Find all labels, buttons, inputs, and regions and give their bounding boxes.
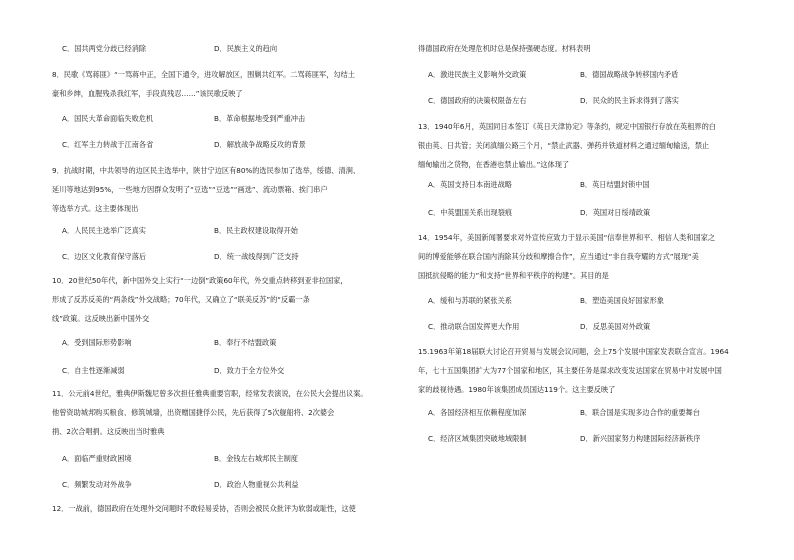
left-column (52, 0, 397, 560)
answer-option[interactable]: D．英国对日绥靖政策 (580, 208, 651, 217)
answer-option[interactable]: D．致力于全方位外交 (214, 366, 285, 375)
answer-option[interactable]: B．金钱左右城邦民主制度 (214, 454, 298, 463)
question-text-line: 形成了反苏反美的“两条线”外交战略；70年代，又确立了“联美反苏”的“反霸一条 (52, 295, 310, 304)
answer-option[interactable]: D．民族主义的趋向 (214, 44, 278, 53)
answer-option[interactable]: D．解放战争战略反攻的背景 (214, 140, 306, 149)
question-text-line: 14．1954年，美国新闻署要求对外宣传应致力于显示美国“信奉世界和平、相信人类和国家之 (418, 233, 716, 242)
question-text-line: 国抵抗侵略的能力”和支持“世界和平秩序的构建”。其目的是 (418, 271, 609, 280)
answer-option[interactable]: C．边区文化教育保守落后 (62, 252, 147, 261)
answer-option[interactable]: A．英国支持日本南进战略 (428, 180, 512, 189)
answer-option[interactable]: A．国民大革命面临失败危机 (62, 114, 154, 123)
question-text-line: 13．1940年6月，英国同日本签订《英日天津协定》等条约，规定中国银行存放在英租界的白 (418, 122, 716, 131)
answer-option[interactable]: B．革命根据地受到严重冲击 (214, 114, 306, 123)
question-text-line: 他曾资助城邦购买粮食、修筑城墙，出资赠国捷俘公民，先后获得了5次舰船将、2次婆会 (52, 408, 335, 417)
question-text-line: 8．民歌《骂蒋匪》“一骂蒋中正，全国下通令，进攻解放区，围剿共红军。二骂蒋匪军，勾结土 (52, 70, 355, 79)
question-text-line: 银由英、日共管；关闭滇缅公路三个月，“禁止武器、弹药并铁道材料之通过缅甸输送，禁止 (418, 141, 710, 150)
question-text-line: 9．抗战时期，中共领导的边区民主选举中，陕甘宁边区有80%的选民参加了选举，绥德、清涧、 (52, 166, 361, 175)
answer-option[interactable]: C．频繁发动对外战争 (62, 480, 132, 489)
question-text-line: 年，七十五国集团扩大为77个国家和地区，其主要任务是谋求改变发达国家在贸易中对发展中国 (418, 366, 722, 375)
answer-option[interactable]: C．红军主力转战于江南各省 (62, 140, 154, 149)
question-text-line: 10．20世纪50年代，新中国外交上实行“一边倒”政策60年代，外交重点转移到亚非拉国家， (52, 276, 348, 285)
answer-option[interactable]: B．奉行不结盟政策 (214, 338, 277, 347)
answer-option[interactable]: D．民众的民主诉求得到了落实 (580, 96, 679, 105)
question-text-line: 缅甸输出之货物，在香港也禁止输出。”这体现了 (418, 160, 570, 169)
question-text-line: 等选举方式。这主要体现出 (52, 204, 139, 213)
answer-option[interactable]: D．政治人物重视公共利益 (214, 480, 299, 489)
answer-option[interactable]: A．激进民族主义影响外交政策 (428, 70, 527, 79)
answer-option[interactable]: A．受到国际形势影响 (62, 338, 132, 347)
answer-option[interactable]: C．德国政府的决策权限备左右 (428, 96, 527, 105)
question-text-line: 豪和乡绅，血腥残杀我红军，手段真残忍……”该民歌反映了 (52, 89, 243, 98)
question-text-line: 捐、2次合唱捐。这反映出当时雅典 (52, 427, 165, 436)
question-text-line: 延川等地达到95%，一些地方因群众发明了“豆选”“豆选”“画选”、流动票箱、挨门串户 (52, 185, 328, 194)
answer-option[interactable]: B．英日结盟封锁中国 (580, 180, 650, 189)
question-text-line: 线”政策。这反映出新中国外交 (52, 314, 150, 323)
question-text-line: 12．一战前，德国政府在处理外交问题时不敢轻易妥协，否则会被民众批评为软弱或耻性，这使 (52, 504, 356, 513)
answer-option[interactable]: D．统一战线得到广泛支持 (214, 252, 299, 261)
answer-option[interactable]: B．塑造美国良好国家形象 (580, 296, 664, 305)
answer-option[interactable]: A．各国经济相互依赖程度加深 (428, 408, 527, 417)
answer-option[interactable]: C．推动联合国发挥更大作用 (428, 322, 520, 331)
right-column (418, 0, 763, 560)
answer-option[interactable]: A．人民民主选举广泛真实 (62, 226, 146, 235)
answer-option[interactable]: D．新兴国家努力构建国际经济新秩序 (580, 434, 701, 443)
question-text-line: 得德国政府在处理危机时总是保持强硬态度。材料表明 (418, 44, 591, 53)
answer-option[interactable]: C．国共两党分歧已经消除 (62, 44, 147, 53)
answer-option[interactable]: B．民主政权建设取得开始 (214, 226, 298, 235)
answer-option[interactable]: C．中英盟国关系出现裂痕 (428, 208, 513, 217)
question-text-line: 11．公元前4世纪，雅典伊斯魏尼曾多次担任雅典重要官职，经常发表演说，在公民大会提出议案。 (52, 389, 368, 398)
answer-option[interactable]: B．联合国是实现多边合作的重要舞台 (580, 408, 700, 417)
question-text-line: 间的博爱能够在联合国内消除其分歧和摩擦合作”，应当通过“非自我夸耀的方式”展现“美 (418, 252, 699, 261)
answer-option[interactable]: B．德国战略战争转移国内矛盾 (580, 70, 679, 79)
answer-option[interactable]: C．自主性逐渐减弱 (62, 366, 125, 375)
question-text-line: 15.1963年第18届联大讨论召开贸易与发展会议问题，会上75个发展中国家发表联合宣言。1964 (418, 347, 729, 356)
question-text-line: 家的歧视待遇。1980年该集团成员国达119个。这主要反映了 (418, 385, 616, 394)
answer-option[interactable]: A．面临严重财政困境 (62, 454, 132, 463)
answer-option[interactable]: A．缓和与苏联的紧张关系 (428, 296, 512, 305)
answer-option[interactable]: D．反思美国对外政策 (580, 322, 651, 331)
answer-option[interactable]: C．经济区域集团突破地域限制 (428, 434, 527, 443)
